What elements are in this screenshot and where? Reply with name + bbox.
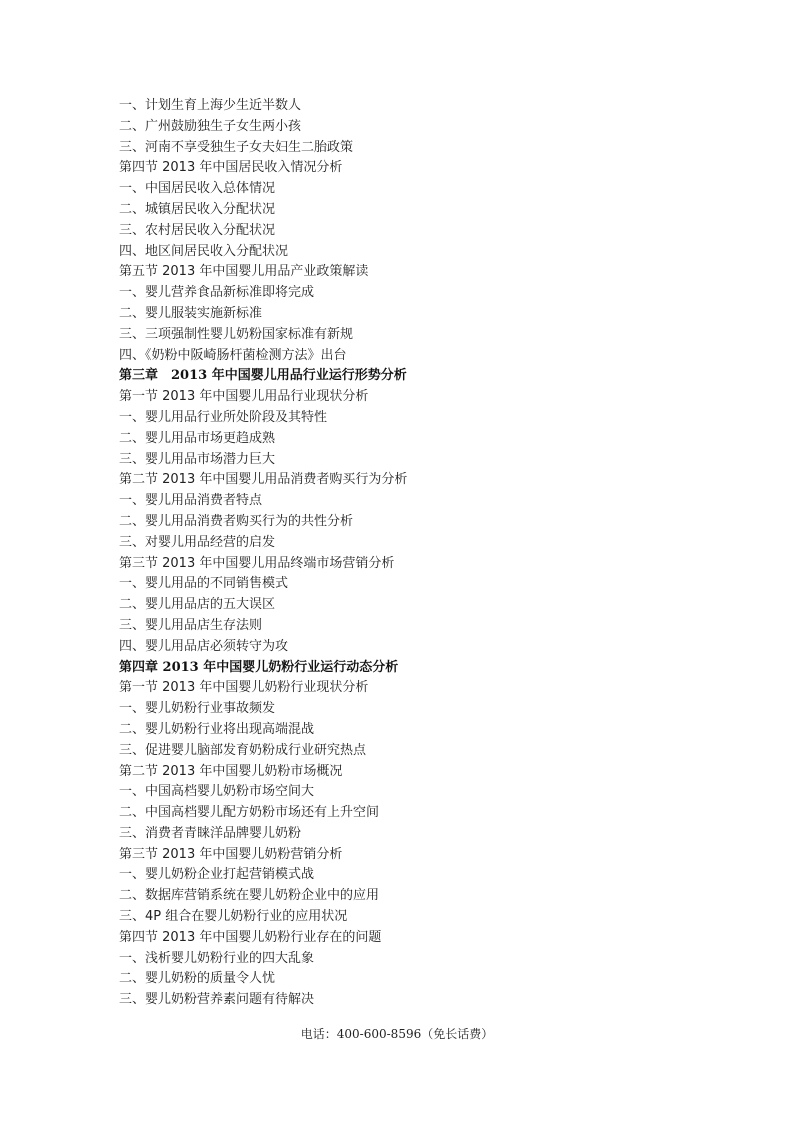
- toc-item-line: 二、中国高档婴儿配方奶粉市场还有上升空间: [119, 805, 380, 821]
- toc-item-line: 一、中国居民收入总体情况: [119, 181, 276, 197]
- toc-item-line: 三、三项强制性婴儿奶粉国家标准有新规: [119, 326, 354, 342]
- toc-section-line: 第四节 2013 年中国居民收入情况分析: [119, 160, 343, 176]
- toc-item-line: 一、中国高档婴儿奶粉市场空间大: [119, 784, 315, 800]
- toc-item-line: 三、促进婴儿脑部发育奶粉成行业研究热点: [119, 742, 367, 758]
- toc-item-line: 三、婴儿用品市场潜力巨大: [119, 451, 276, 467]
- toc-item-line: 三、婴儿用品店生存法则: [119, 617, 263, 633]
- toc-item-line: 一、计划生育上海少生近半数人: [119, 98, 302, 113]
- toc-item-line: 二、婴儿奶粉的质量令人忧: [119, 971, 276, 987]
- toc-item-line: 二、数据库营销系统在婴儿奶粉企业中的应用: [119, 888, 380, 904]
- toc-section-line: 第三节 2013 年中国婴儿奶粉营销分析: [119, 846, 343, 862]
- toc-section-line: 第四节 2013 年中国婴儿奶粉行业存在的问题: [119, 929, 382, 945]
- toc-section-line: 第二节 2013 年中国婴儿用品消费者购买行为分析: [119, 472, 408, 488]
- toc-section-line: 第一节 2013 年中国婴儿奶粉行业现状分析: [119, 680, 369, 696]
- toc-section-line: 第二节 2013 年中国婴儿奶粉市场概况: [119, 763, 343, 779]
- toc-section-line: 第三节 2013 年中国婴儿用品终端市场营销分析: [119, 555, 395, 571]
- toc-section-line: 第五节 2013 年中国婴儿用品产业政策解读: [119, 264, 369, 280]
- toc-item-line: 四、《奶粉中阪崎肠杆菌检测方法》出台: [119, 347, 347, 363]
- toc-chapter-line: 第四章 2013 年中国婴儿奶粉行业运行动态分析: [119, 659, 399, 675]
- toc-item-line: 一、婴儿奶粉企业打起营销模式战: [119, 867, 315, 883]
- toc-item-line: 三、对婴儿用品经营的启发: [119, 534, 276, 550]
- toc-item-line: 二、婴儿用品消费者购买行为的共性分析: [119, 513, 354, 529]
- toc-item-line: 一、婴儿奶粉行业事故频发: [119, 701, 276, 717]
- toc-item-line: 二、婴儿服装实施新标准: [119, 305, 263, 321]
- toc-item-line: 一、婴儿营养食品新标准即将完成: [119, 285, 315, 301]
- toc-item-line: 二、婴儿奶粉行业将出现高端混战: [119, 721, 315, 737]
- footer-phone: 电话：400-600-8596（免长话费）: [300, 1027, 494, 1041]
- toc-item-line: 三、婴儿奶粉营养素问题有待解决: [119, 992, 315, 1008]
- toc-item-line: 四、婴儿用品店必须转守为攻: [119, 638, 289, 654]
- toc-item-line: 一、浅析婴儿奶粉行业的四大乱象: [119, 950, 315, 966]
- toc-item-line: 一、婴儿用品的不同销售模式: [119, 576, 289, 592]
- toc-item-line: 二、广州鼓励独生子女生两小孩: [119, 118, 302, 134]
- toc-item-line: 一、婴儿用品行业所处阶段及其特性: [119, 409, 328, 425]
- toc-item-line: 三、4P 组合在婴儿奶粉行业的应用状况: [119, 909, 348, 925]
- toc-item-line: 二、婴儿用品市场更趋成熟: [119, 430, 276, 446]
- toc-item-line: 二、城镇居民收入分配状况: [119, 201, 276, 217]
- toc-item-line: 三、河南不享受独生子女夫妇生二胎政策: [119, 139, 354, 155]
- toc-item-line: 二、婴儿用品店的五大误区: [119, 597, 276, 613]
- table-of-contents: [119, 96, 679, 1011]
- toc-chapter-line: 第三章 2013 年中国婴儿用品行业运行形势分析: [119, 368, 407, 384]
- toc-item-line: 四、地区间居民收入分配状况: [119, 243, 289, 259]
- toc-item-line: 三、农村居民收入分配状况: [119, 222, 276, 238]
- toc-section-line: 第一节 2013 年中国婴儿用品行业现状分析: [119, 389, 369, 405]
- toc-item-line: 三、消费者青睐洋品牌婴儿奶粉: [119, 825, 302, 841]
- toc-item-line: 一、婴儿用品消费者特点: [119, 493, 263, 509]
